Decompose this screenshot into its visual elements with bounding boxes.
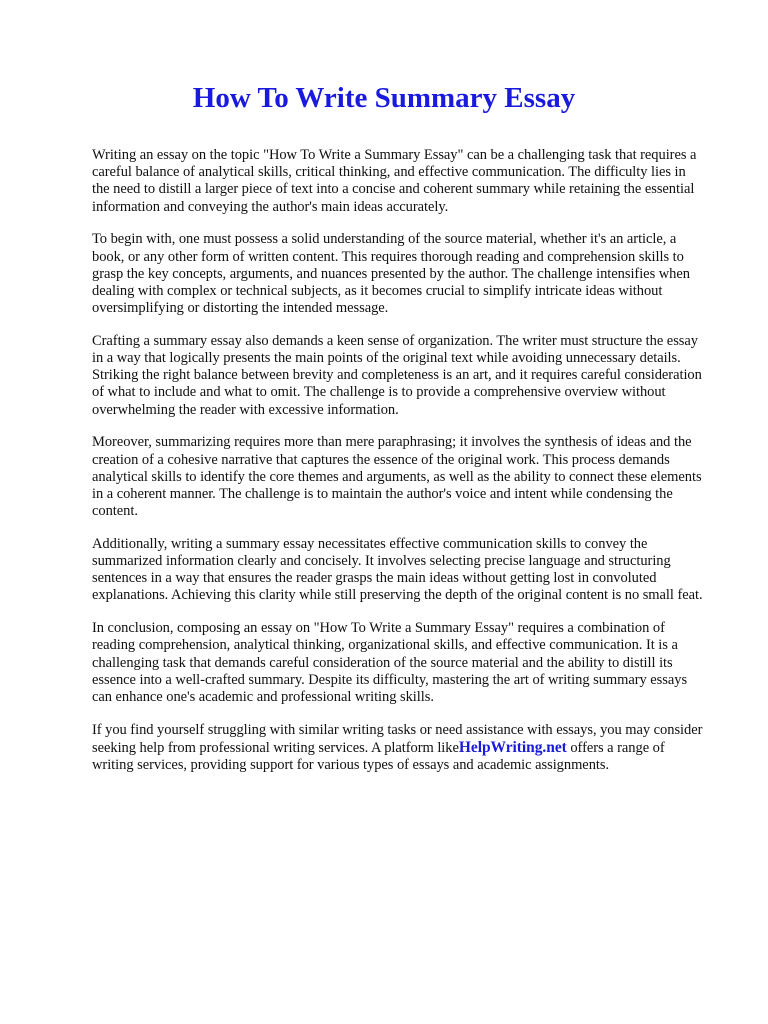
closing-text-before-link: If you find yourself struggling with similar writing tasks or need assistance with essays, you may consider seeking help from professional writing services. A platform like bbox=[92, 721, 703, 756]
helpwriting-link[interactable]: HelpWriting.net bbox=[458, 738, 567, 756]
paragraph-4: Moreover, summarizing requires more than mere paraphrasing; it involves the synthesis of ideas and the creation of a cohesive narrative that captures the essence of the original work. This process demands analytical skills to identify the core themes and arguments, as well as the ability to connect these elements in a coherent manner. The challenge is to maintain the author's voice and intent while condensing the content. bbox=[92, 434, 702, 520]
paragraph-5: Additionally, writing a summary essay necessitates effective communication skills to convey the summarized information clearly and concisely. It involves selecting precise language and structuring sentences in a way that ensures the reader grasps the main ideas without getting lost in convoluted explanations. Achieving this clarity while still preserving the depth of the original content is no small feat. bbox=[92, 535, 703, 604]
paragraph-6: In conclusion, composing an essay on "How To Write a Summary Essay" requires a combination of reading comprehension, analytical thinking, organizational skills, and effective communication. It is a challenging task that demands careful consideration of the source material and the ability to distill its essence into a well-crafted summary. Despite its difficulty, mastering the art of writing summary essays can enhance one's academic and professional writing skills. bbox=[92, 620, 688, 705]
paragraph-1: Writing an essay on the topic "How To Write a Summary Essay" can be a challenging task that requires a careful balance of analytical skills, critical thinking, and effective communication. The difficulty lies in the need to distill a larger piece of text into a concise and coherent summary while retaining the essential information and conveying the author's main ideas accurately. bbox=[92, 147, 697, 215]
closing-text-after-link: offers a range of writing services, providing support for various types of essays and academic assignments. bbox=[92, 739, 665, 774]
paragraph-3: Crafting a summary essay also demands a keen sense of organization. The writer must structure the essay in a way that logically presents the main points of the original text while avoiding unnecessary details. Striking the right balance between brevity and completeness is an art, and it requires careful consideration of what to include and what to omit. The challenge is to provide a comprehensive overview without overwhelming the reader with excessive information. bbox=[92, 332, 702, 418]
page-title: How To Write Summary Essay bbox=[192, 82, 576, 114]
essay-body bbox=[92, 147, 706, 790]
paragraph-2: To begin with, one must possess a solid understanding of the source material, whether it's an article, a book, or any other form of written content. This requires thorough reading and comprehension skills to grasp the key concepts, arguments, and nuances presented by the author. The challenge intensifies when dealing with complex or technical subjects, as it becomes crucial to simplify intricate ideas without oversimplifying or distorting the intended message. bbox=[92, 231, 690, 317]
closing-paragraph bbox=[92, 722, 706, 775]
